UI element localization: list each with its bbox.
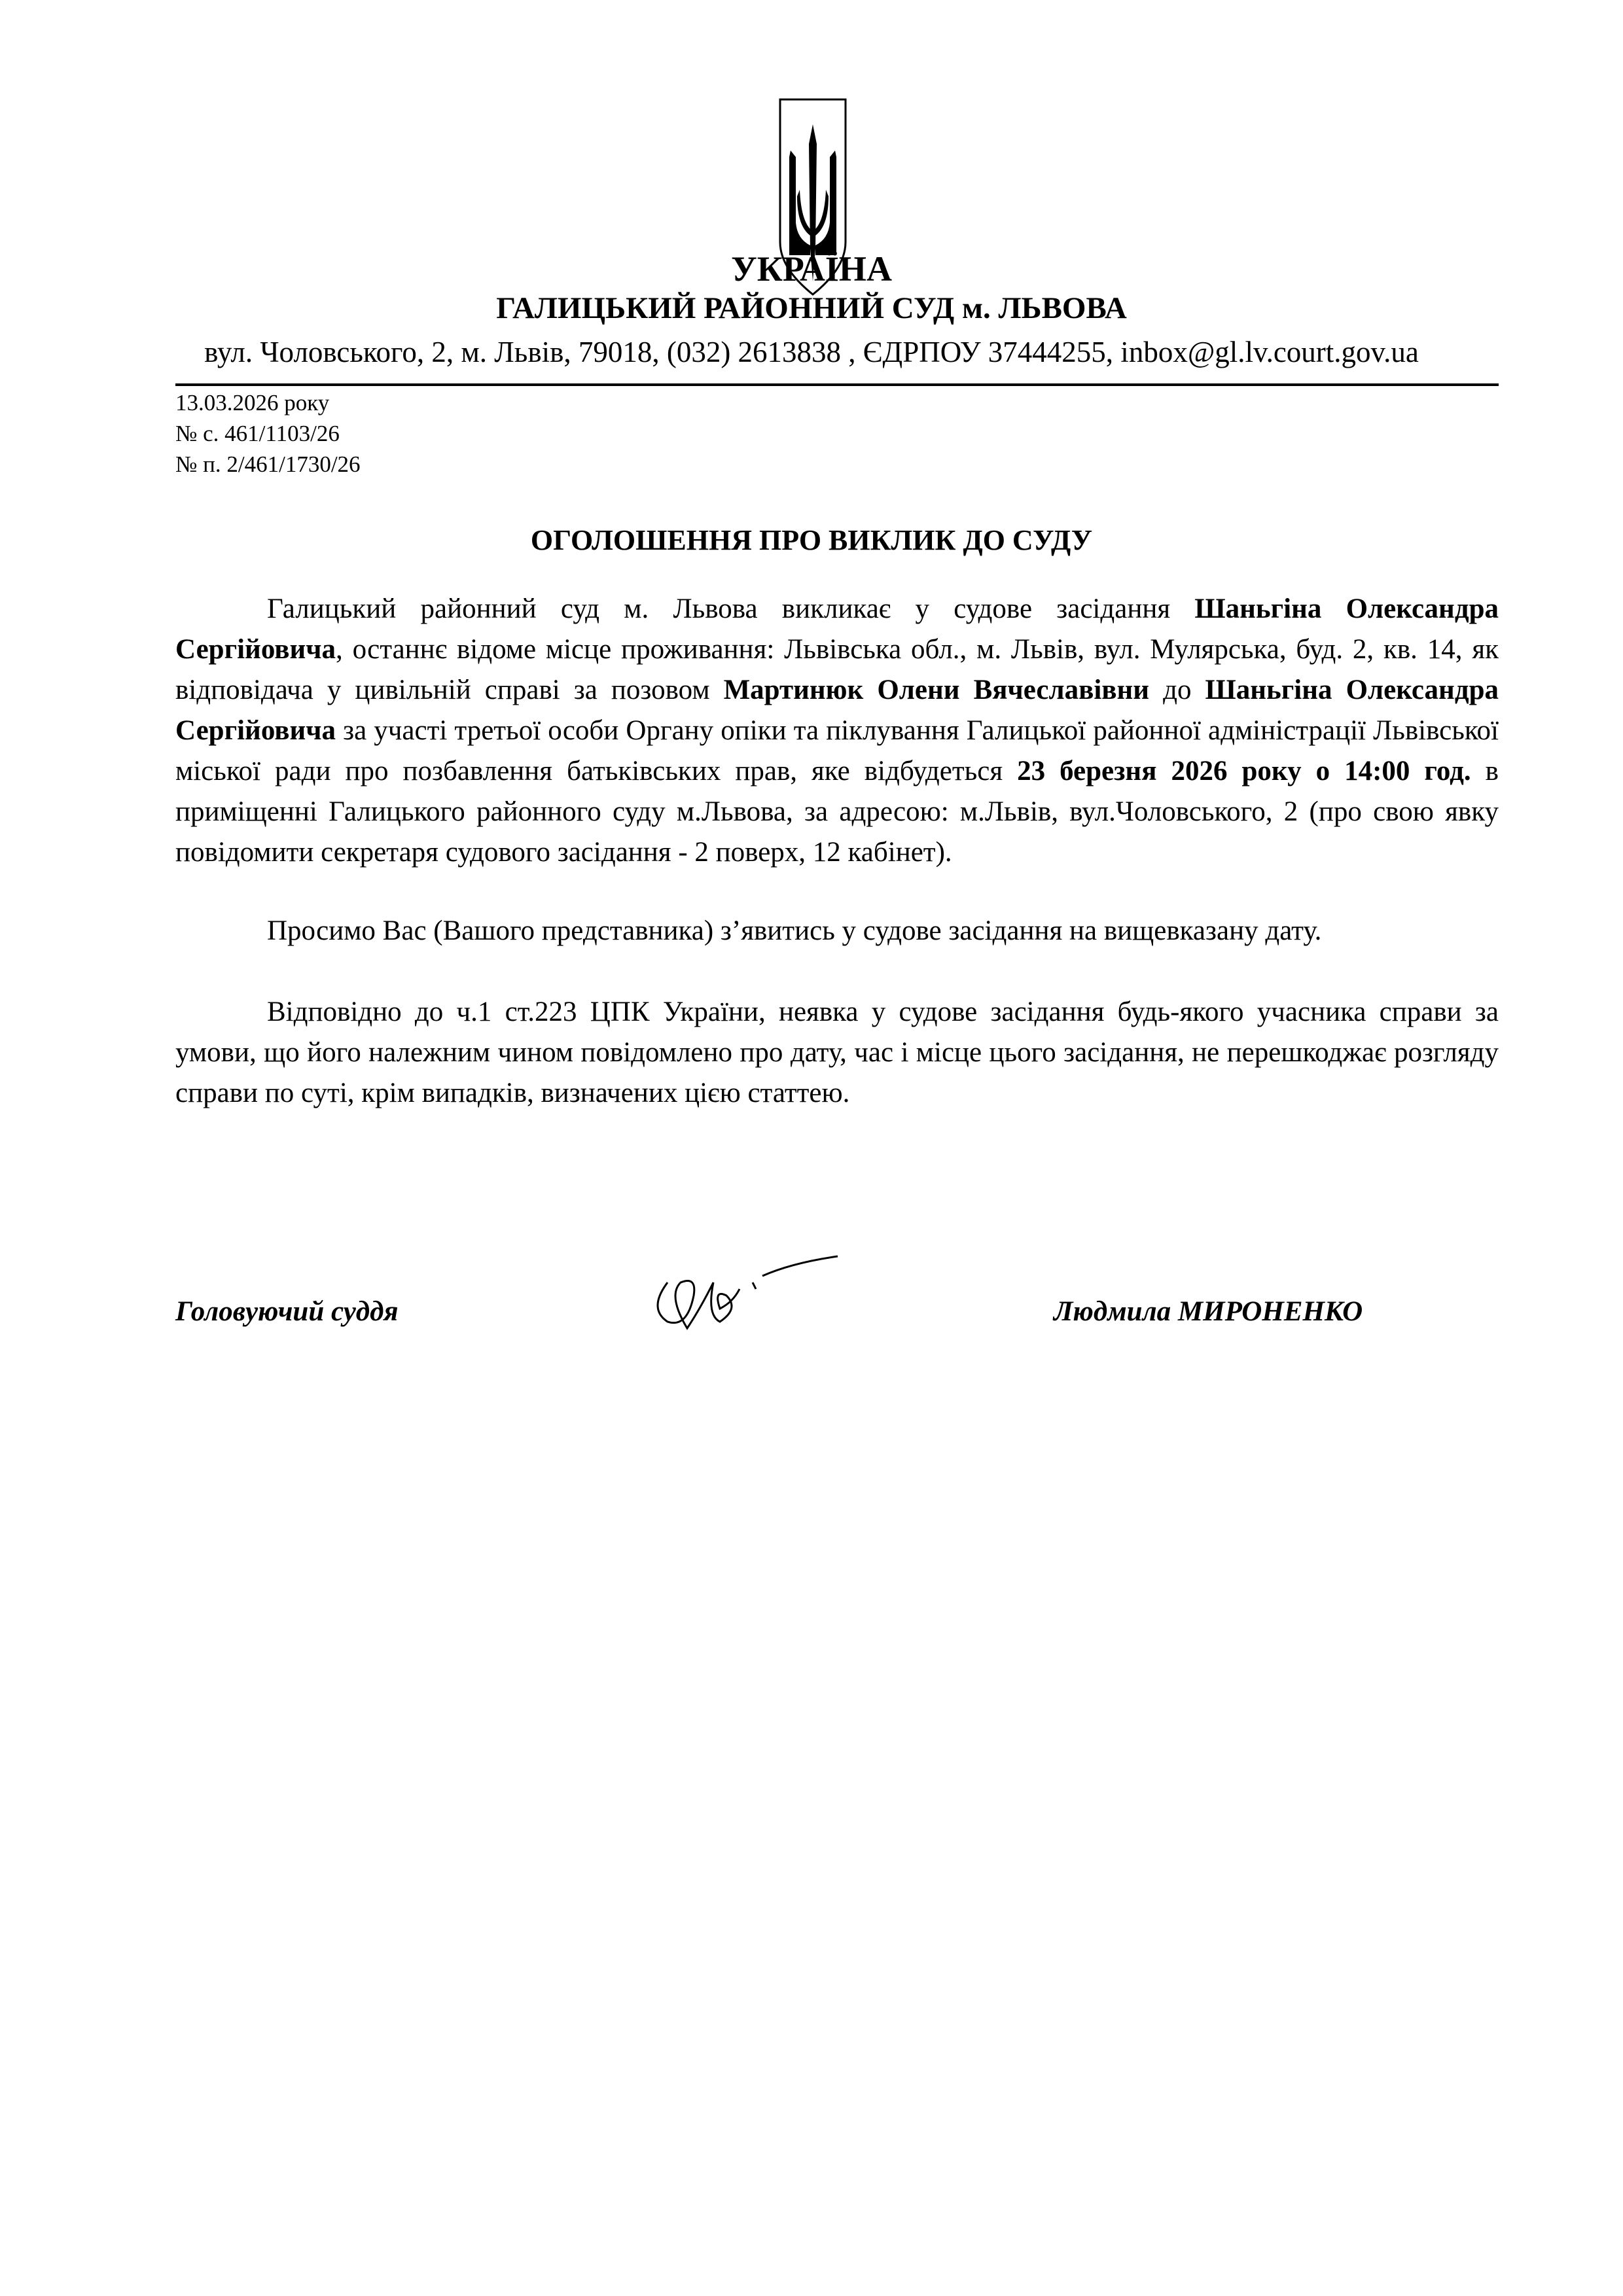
judge-role: Головуючий суддя — [175, 1296, 399, 1327]
case-number: № с. 461/1103/26 — [175, 421, 340, 446]
header-divider — [175, 383, 1499, 386]
appearance-request-paragraph: Просимо Вас (Вашого представника) з’явитись у судове засідання на вищевказану дату. — [267, 915, 1322, 946]
handwritten-signature-icon — [641, 1243, 864, 1341]
court-address: вул. Чоловського, 2, м. Львів, 79018, (032) 2613838 , ЄДРПОУ 37444255, inbox@gl.lv.court.gov.ua — [204, 336, 1419, 368]
plaintiff-name: Мартинюк Олени Вячеславівни — [723, 675, 1150, 705]
document-meta — [175, 387, 361, 480]
judge-name: Людмила МИРОНЕНКО — [1054, 1296, 1363, 1327]
court-name: ГАЛИЦЬКИЙ РАЙОННИЙ СУД м. ЛЬВОВА — [496, 291, 1127, 325]
text: в приміщенні Галицького районного суду м.Львова, за адресою: м.Львів, вул.Чоловського, 2 (про свою явку повідомити секретаря судового засідання - 2 поверх, 12 кабінет). — [175, 756, 1499, 868]
document-date: 13.03.2026 року — [175, 390, 330, 415]
country-heading: УКРАЇНА — [731, 249, 892, 289]
defendant-name: Шаньгіна Олександра Сергійовича — [175, 675, 1499, 746]
hearing-datetime: 23 березня 2026 року о 14:00 год. — [1017, 756, 1471, 786]
text: Галицький районний суд м. Львова викликає у судове засідання — [267, 593, 1195, 624]
document-title: ОГОЛОШЕННЯ ПРО ВИКЛИК ДО СУДУ — [530, 524, 1093, 556]
legal-notice-paragraph: Відповідно до ч.1 ст.223 ЦПК України, неявка у судове засідання будь-якого учасника справи за умови, що його належним чином повідомлено про дату, час і місце цього засідання, не перешкоджає розгляду справи по суті, крім випадків, визначених цією статтею. — [175, 997, 1499, 1108]
text: за участі третьої особи Органу опіки та піклування Галицької районної адміністрації Львівської міської ради про позбавлення батьківських прав, яке відбудеться — [175, 715, 1499, 786]
proceeding-number: № п. 2/461/1730/26 — [175, 451, 361, 477]
text: , останнє відоме місце проживання: Львівська обл., м. Львів, вул. Мулярська, буд. 2, кв. 14, як відповідача у цивільній справі за позовом — [175, 634, 1499, 705]
summons-paragraph — [175, 589, 1499, 873]
defendant-name: Шаньгіна Олександра Сергійовича — [175, 593, 1499, 665]
text: до — [1149, 675, 1205, 705]
